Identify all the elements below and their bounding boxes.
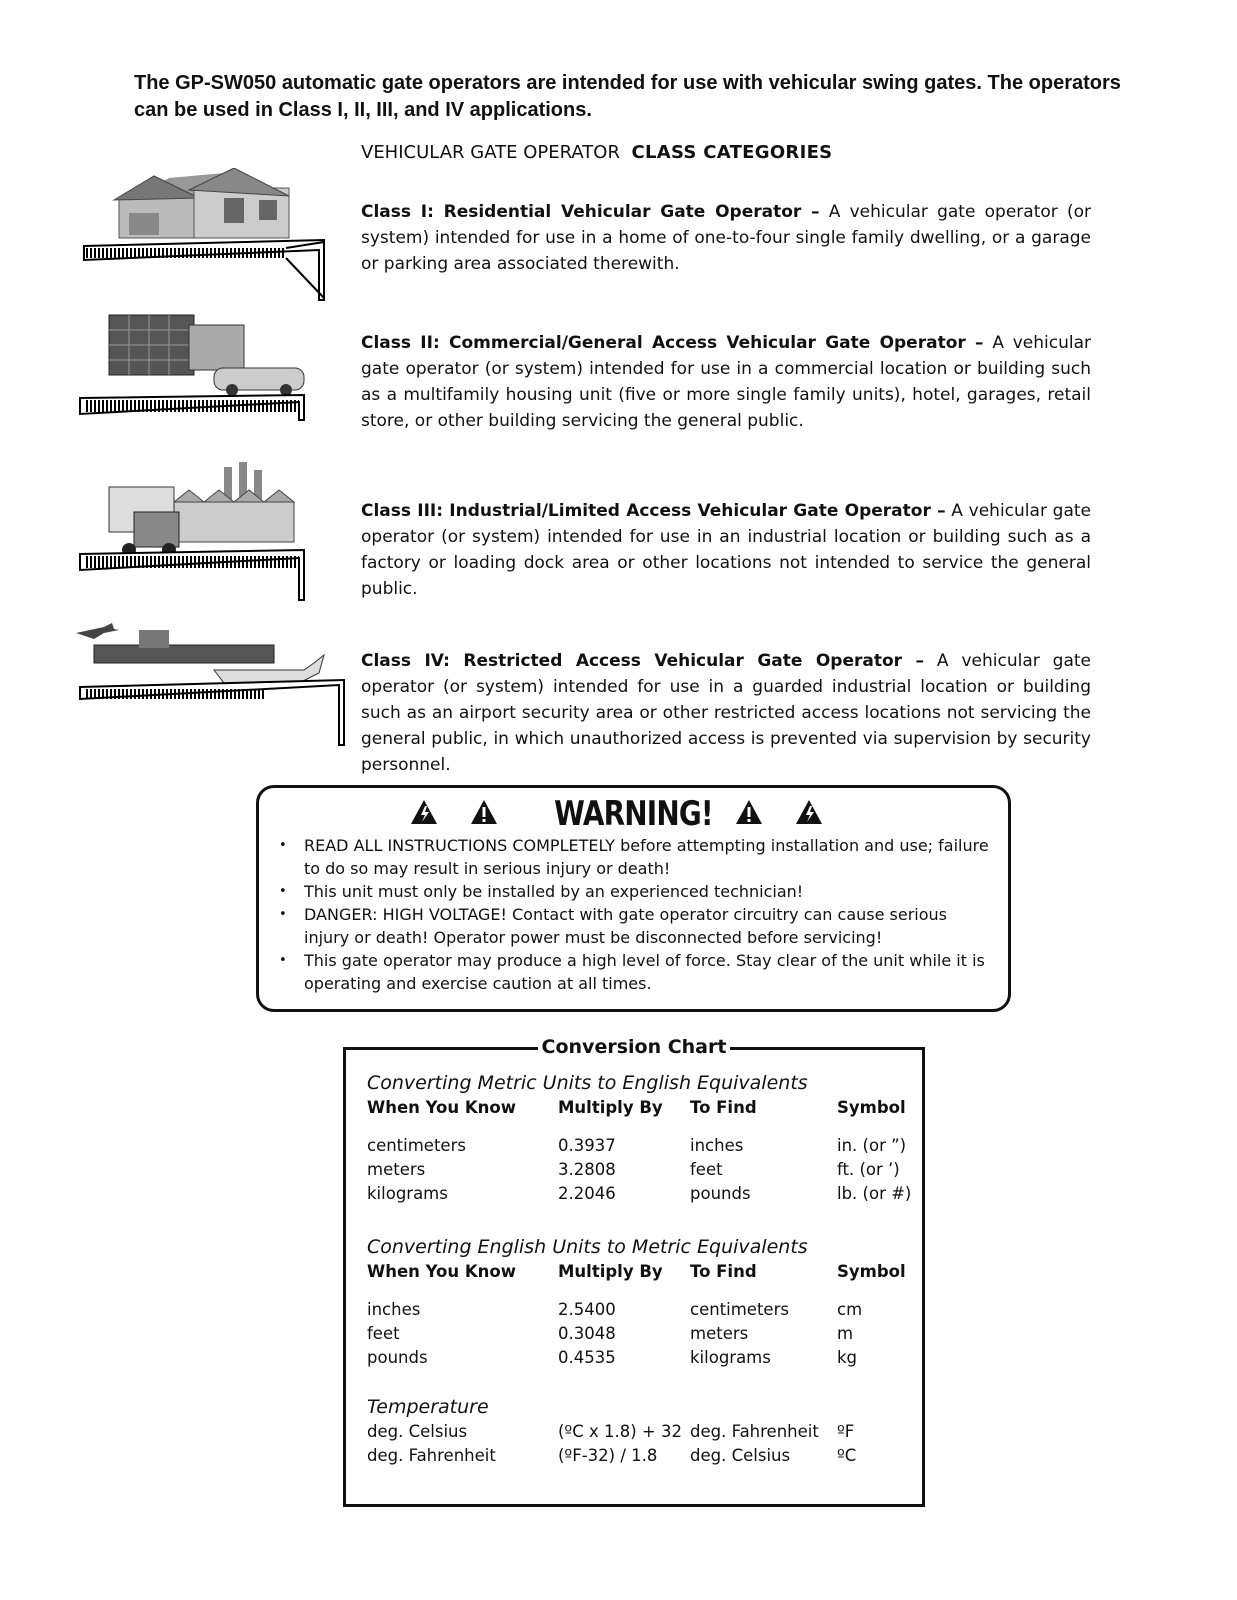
header-cell: Symbol — [837, 1262, 906, 1281]
intro-paragraph: The GP-SW050 automatic gate operators are intended for use with vehicular swing gates. The operators can be used in Class I, II, III, and IV applications. — [134, 72, 1121, 121]
house-gate-illustration — [74, 168, 354, 308]
table-row — [367, 1136, 927, 1160]
table-row — [367, 1160, 927, 1184]
class-heading-normal: VEHICULAR GATE OPERATOR — [361, 142, 620, 163]
table-cell: ft. (or ’) — [837, 1160, 900, 1179]
table-cell: 2.5400 — [558, 1300, 616, 1319]
english-to-metric-title: Converting English Units to Metric Equivalents — [367, 1236, 808, 1258]
temperature-title: Temperature — [367, 1396, 489, 1418]
table-cell: (ºC x 1.8) + 32 — [558, 1422, 682, 1441]
table-cell: cm — [837, 1300, 863, 1319]
warning-list — [277, 834, 997, 995]
warning-item: • This unit must only be installed by an experienced technician! — [277, 880, 997, 903]
table-row — [367, 1422, 927, 1446]
warning-triangle-icon-right — [734, 798, 834, 828]
class-i-label: Class I: Residential Vehicular Gate Operator – — [361, 202, 820, 222]
table-cell: pounds — [690, 1184, 751, 1203]
table-cell: 0.3937 — [558, 1136, 616, 1155]
warning-item: • This gate operator may produce a high level of force. Stay clear of the unit while it is operating and exercise caution at all times. — [277, 949, 997, 995]
table-cell: 0.4535 — [558, 1348, 616, 1367]
class-iv-label: Class IV: Restricted Access Vehicular Gate Operator – — [361, 651, 924, 671]
conversion-chart — [343, 1036, 925, 1507]
header-cell: To Find — [690, 1098, 757, 1117]
table-cell: meters — [690, 1324, 749, 1343]
warning-title: WARNING! — [554, 794, 713, 834]
table-row — [367, 1184, 927, 1208]
table-cell: centimeters — [690, 1300, 789, 1319]
class-iii-label: Class III: Industrial/Limited Access Vehicular Gate Operator – — [361, 501, 946, 521]
conversion-chart-title-wrap — [346, 1036, 922, 1058]
header-cell: Multiply By — [558, 1098, 663, 1117]
english-to-metric-header — [367, 1262, 927, 1286]
table-cell: feet — [690, 1160, 723, 1179]
table-cell: lb. (or #) — [837, 1184, 912, 1203]
header-cell: Symbol — [837, 1098, 906, 1117]
table-cell: ºC — [837, 1446, 857, 1465]
header-cell: Multiply By — [558, 1262, 663, 1281]
warning-item: • DANGER: HIGH VOLTAGE! Contact with gate operator circuitry can cause serious injury or death! Operator power must be disconnected before servicing! — [277, 903, 997, 949]
table-cell: inches — [690, 1136, 744, 1155]
table-cell: feet — [367, 1324, 400, 1343]
class-iii-description — [361, 498, 1091, 602]
factory-truck-gate-illustration — [74, 462, 354, 602]
metric-to-english-header — [367, 1098, 927, 1122]
class-iii-text: A vehicular gate operator (or system) intended for use in an industrial location or building such as a factory or loading dock area or other locations not intended to service the general public. — [361, 501, 1091, 599]
table-cell: deg. Fahrenheit — [690, 1422, 819, 1441]
header-cell: To Find — [690, 1262, 757, 1281]
class-categories-heading — [361, 142, 832, 163]
class-ii-description — [361, 330, 1091, 434]
table-row — [367, 1348, 927, 1372]
table-cell: in. (or ”) — [837, 1136, 907, 1155]
table-cell: inches — [367, 1300, 421, 1319]
table-cell: 3.2808 — [558, 1160, 616, 1179]
header-cell: When You Know — [367, 1098, 516, 1117]
warning-box — [256, 785, 1011, 1012]
table-cell: m — [837, 1324, 854, 1343]
office-building-gate-illustration — [74, 310, 354, 422]
table-cell: 0.3048 — [558, 1324, 616, 1343]
class-ii-text: A vehicular gate operator (or system) intended for use in a commercial location or building such as a multifamily housing unit (five or more single family units), hotel, garages, retail store, or other building servicing the general public. — [361, 333, 1091, 431]
class-i-text: A vehicular gate operator (or system) intended for use in a home of one-to-four single family dwelling, or a garage or parking area associated therewith. — [361, 202, 1091, 274]
table-cell: meters — [367, 1160, 426, 1179]
table-cell: ºF — [837, 1422, 855, 1441]
warning-item: • READ ALL INSTRUCTIONS COMPLETELY before attempting installation and use; failure to do so may result in serious injury or death! — [277, 834, 997, 880]
table-cell: centimeters — [367, 1136, 466, 1155]
table-cell: kg — [837, 1348, 858, 1367]
table-cell: pounds — [367, 1348, 428, 1367]
table-cell: 2.2046 — [558, 1184, 616, 1203]
class-ii-label: Class II: Commercial/General Access Vehicular Gate Operator – — [361, 333, 984, 353]
header-cell: When You Know — [367, 1262, 516, 1281]
class-i-description — [361, 199, 1091, 277]
table-row — [367, 1324, 927, 1348]
metric-to-english-title: Converting Metric Units to English Equivalents — [367, 1072, 808, 1094]
table-cell: kilograms — [367, 1184, 448, 1203]
table-cell: deg. Celsius — [690, 1446, 791, 1465]
table-cell: deg. Fahrenheit — [367, 1446, 496, 1465]
table-row — [367, 1446, 927, 1470]
airport-gate-illustration — [74, 615, 354, 755]
class-iv-text: A vehicular gate operator (or system) intended for use in a guarded industrial location or building such as an airport security area or other restricted access locations not servicing the general public, in which unauthorized access is prevented via supervision by security personnel. — [361, 651, 1091, 775]
table-cell: kilograms — [690, 1348, 771, 1367]
table-row — [367, 1300, 927, 1324]
class-iv-description — [361, 648, 1091, 778]
conversion-chart-title: Conversion Chart — [538, 1036, 731, 1058]
class-heading-bold: CLASS CATEGORIES — [631, 142, 833, 163]
table-cell: deg. Celsius — [367, 1422, 468, 1441]
table-cell: (ºF-32) / 1.8 — [558, 1446, 658, 1465]
